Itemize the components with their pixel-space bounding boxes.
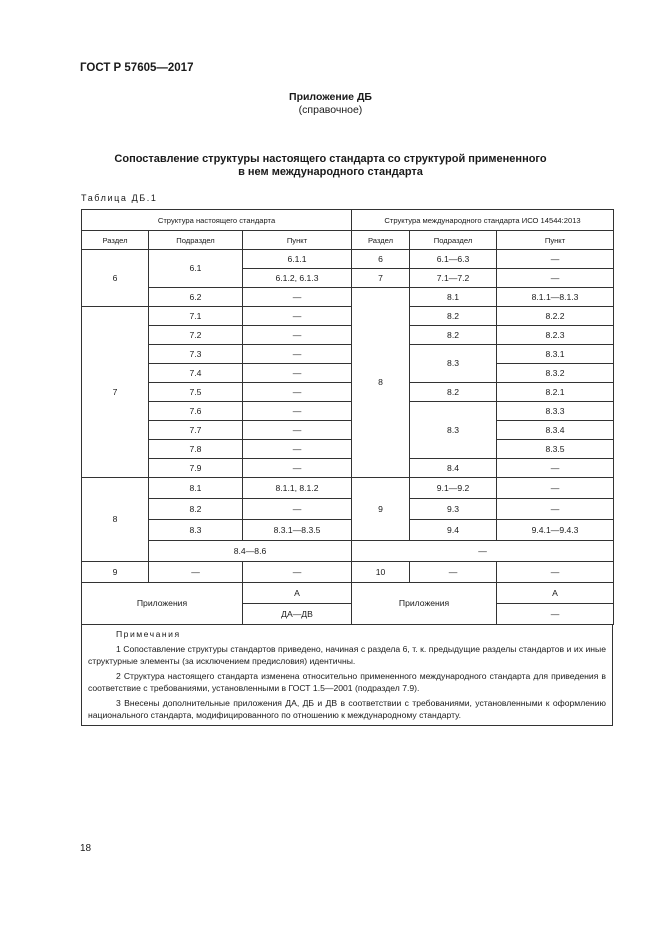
cell: — [497, 604, 614, 625]
cell: — [243, 421, 352, 440]
cell: 6 [352, 250, 410, 269]
cell: 8.3 [410, 345, 497, 383]
cell: 8.4 [410, 459, 497, 478]
cell: — [243, 307, 352, 326]
section-heading [0, 153, 661, 179]
table-row [82, 364, 614, 383]
cell: — [410, 562, 497, 583]
table-row [82, 402, 614, 421]
table-row [82, 520, 614, 541]
cell: А [243, 583, 352, 604]
cell: — [497, 250, 614, 269]
table-row [82, 421, 614, 440]
group-header-left: Структура настоящего стандарта [82, 210, 352, 231]
cell: 8.3.3 [497, 402, 614, 421]
table-label: Таблица ДБ.1 [81, 193, 158, 203]
cell: Приложения [82, 583, 243, 625]
cell: 9.3 [410, 499, 497, 520]
cell: 8.4—8.6 [149, 541, 352, 562]
cell: — [243, 288, 352, 307]
cell: — [243, 402, 352, 421]
cell: 9 [82, 562, 149, 583]
cell: — [352, 541, 614, 562]
table-row [82, 288, 614, 307]
comparison-table [81, 209, 614, 625]
col-header: Пункт [497, 231, 614, 250]
cell: 10 [352, 562, 410, 583]
cell: 7.6 [149, 402, 243, 421]
cell: 7.8 [149, 440, 243, 459]
cell: — [243, 345, 352, 364]
notes-block [81, 624, 613, 726]
cell: 8.2 [410, 307, 497, 326]
cell: 8.2.2 [497, 307, 614, 326]
col-header: Подраздел [410, 231, 497, 250]
table-row [82, 250, 614, 269]
cell: 9.1—9.2 [410, 478, 497, 499]
cell: — [149, 562, 243, 583]
cell: 6 [82, 250, 149, 307]
cell: 6.1.1 [243, 250, 352, 269]
cell: 7.5 [149, 383, 243, 402]
table-row [82, 478, 614, 499]
col-header: Раздел [82, 231, 149, 250]
table-row [82, 307, 614, 326]
cell: — [243, 364, 352, 383]
cell: 8.2.3 [497, 326, 614, 345]
cell: — [243, 440, 352, 459]
table-group-header-row [82, 210, 614, 231]
cell: 8.2 [149, 499, 243, 520]
cell: 7 [82, 307, 149, 478]
cell: 8.1 [149, 478, 243, 499]
cell: 8.1 [410, 288, 497, 307]
table-row [82, 499, 614, 520]
cell: 7.1—7.2 [410, 269, 497, 288]
note-item: 2 Структура настоящего стандарта изменена относительно примененного международного стандарта для приведения в соответствие с требованиями, установленными в ГОСТ 1.5—2001 (подраздел 7.9). [88, 671, 606, 693]
annex-subtitle: (справочное) [298, 104, 363, 116]
cell: 9 [352, 478, 410, 541]
table-row [82, 459, 614, 478]
notes-title: Примечания [116, 629, 181, 639]
table-row [82, 383, 614, 402]
cell: 8.3.2 [497, 364, 614, 383]
heading-line-1: Сопоставление структуры настоящего стандарта со структурой примененного [114, 153, 547, 165]
cell: — [243, 383, 352, 402]
cell: — [243, 326, 352, 345]
cell: — [497, 478, 614, 499]
table-row [82, 562, 614, 583]
cell: 7.2 [149, 326, 243, 345]
cell: 7 [352, 269, 410, 288]
cell: 8.2 [410, 326, 497, 345]
note-item: 3 Внесены дополнительные приложения ДА, ДБ и ДВ в соответствии с требованиями, установленными к оформлению национального стандарта, модифицированного по отношению к международному стандарту. [88, 698, 606, 720]
cell: Приложения [352, 583, 497, 625]
heading-line-2: в нем международного стандарта [238, 166, 423, 178]
cell: 7.3 [149, 345, 243, 364]
col-header: Подраздел [149, 231, 243, 250]
cell: 8.2.1 [497, 383, 614, 402]
table-row [82, 345, 614, 364]
table-row [82, 541, 614, 562]
cell: — [243, 562, 352, 583]
cell: 8.1.1—8.1.3 [497, 288, 614, 307]
note-item: 1 Сопоставление структуры стандартов приведено, начиная с раздела 6, т. к. предыдущие разделы стандартов и их иные структурные элементы (за исключением предисловия) идентичны. [88, 644, 606, 666]
cell: 6.1—6.3 [410, 250, 497, 269]
cell: 8.2 [410, 383, 497, 402]
cell: 9.4.1—9.4.3 [497, 520, 614, 541]
cell: 8.3 [149, 520, 243, 541]
cell: 8 [352, 288, 410, 478]
cell: 6.1 [149, 250, 243, 288]
cell: 9.4 [410, 520, 497, 541]
table-row [82, 440, 614, 459]
cell: 7.7 [149, 421, 243, 440]
cell: А [497, 583, 614, 604]
col-header: Пункт [243, 231, 352, 250]
cell: 8.3.1—8.3.5 [243, 520, 352, 541]
cell: 8.3.1 [497, 345, 614, 364]
cell: — [497, 269, 614, 288]
cell: — [497, 499, 614, 520]
table-column-header-row [82, 231, 614, 250]
cell: 7.9 [149, 459, 243, 478]
cell: 8.3.5 [497, 440, 614, 459]
cell: — [497, 562, 614, 583]
cell: ДА—ДВ [243, 604, 352, 625]
cell: 7.1 [149, 307, 243, 326]
cell: — [243, 499, 352, 520]
cell: 8.1.1, 8.1.2 [243, 478, 352, 499]
cell: 8.3.4 [497, 421, 614, 440]
group-header-right: Структура международного стандарта ИСО 14544:2013 [352, 210, 614, 231]
cell: 6.2 [149, 288, 243, 307]
cell: 8 [82, 478, 149, 562]
annex-label: Приложение ДБ [289, 91, 372, 103]
col-header: Раздел [352, 231, 410, 250]
cell: 8.3 [410, 402, 497, 459]
table-row [82, 326, 614, 345]
cell: 6.1.2, 6.1.3 [243, 269, 352, 288]
cell: — [243, 459, 352, 478]
table-row [82, 583, 614, 604]
cell: — [497, 459, 614, 478]
cell: 7.4 [149, 364, 243, 383]
document-code: ГОСТ Р 57605—2017 [80, 62, 194, 74]
page-number: 18 [80, 843, 92, 854]
annex-title [0, 91, 661, 117]
